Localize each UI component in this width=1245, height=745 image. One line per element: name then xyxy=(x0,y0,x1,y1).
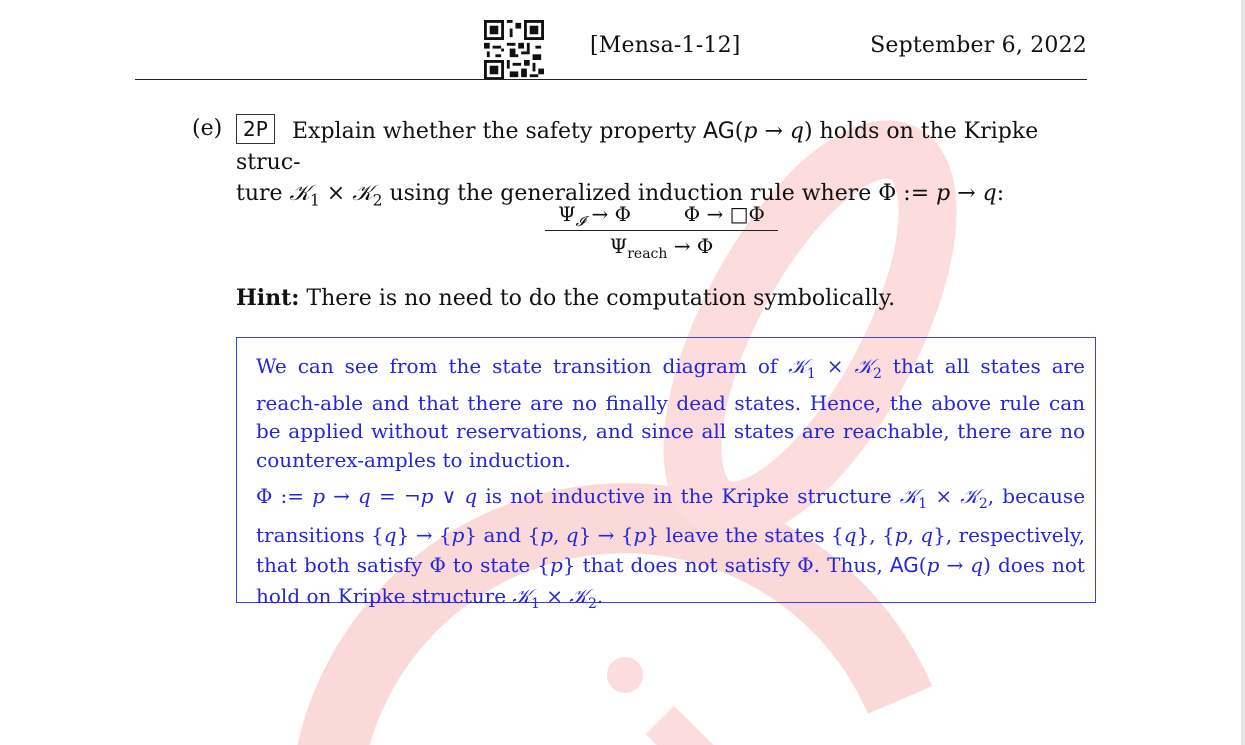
scrollbar-track[interactable] xyxy=(1241,0,1245,745)
question-text: Explain whether the safety property AG(p → q) holds on the Kripke struc- ture 𝒦$_1$ × 𝒦$_2$ using the generalized induction rule where Φ := p → q: xyxy=(236,119,1039,210)
rule-premise-right: Φ → □Φ xyxy=(683,202,765,226)
question-intro: Explain whether the safety property xyxy=(292,119,697,144)
solution-paragraph-2: Φ := p → q = ¬p ∨ q is not inductive in the Kripke structure 𝒦$_1$ × 𝒦$_2$, because transitions {q} → {p} and {p, q} → {p} leave the states {q}, {p, q}, respectively, that both satisfy Φ to state {p} that does not satisfy Φ. Thus, AG(p → q) does not hold on Kripke structure 𝒦$_1$ × 𝒦$_2$. xyxy=(256,484,1086,612)
header-rule xyxy=(135,79,1087,80)
exam-date: September 6, 2022 xyxy=(870,33,1087,58)
induction-rule xyxy=(545,202,778,266)
qr-code-icon xyxy=(484,20,544,80)
exam-id: [Mensa-1-12] xyxy=(590,33,741,58)
hint-label: Hint: xyxy=(236,285,300,311)
rule-bar xyxy=(545,230,778,231)
question-label: (e) xyxy=(192,116,223,141)
rule-conclusion: $\Psi_{reach} \to \Phi$ xyxy=(609,234,714,262)
hint xyxy=(236,285,895,311)
solution-box xyxy=(236,337,1096,612)
solution-paragraph-1: We can see from the state transition diagram of 𝒦$_1$ × 𝒦$_2$ that all states are reach-able and that there are no finally dead states. Hence, the above rule can be applied without reservations, and since all states are reachable, there are no counterex-amples to induction. xyxy=(256,354,1086,472)
points-badge: 2P xyxy=(236,114,275,144)
rule-premise-left: $\Psi_𝓘 \to \Phi$ xyxy=(558,202,631,230)
page-header xyxy=(135,18,1087,80)
hint-text: There is no need to do the computation symbolically. xyxy=(306,286,896,311)
question-holds: holds on the Kripke struc- xyxy=(236,119,1039,175)
